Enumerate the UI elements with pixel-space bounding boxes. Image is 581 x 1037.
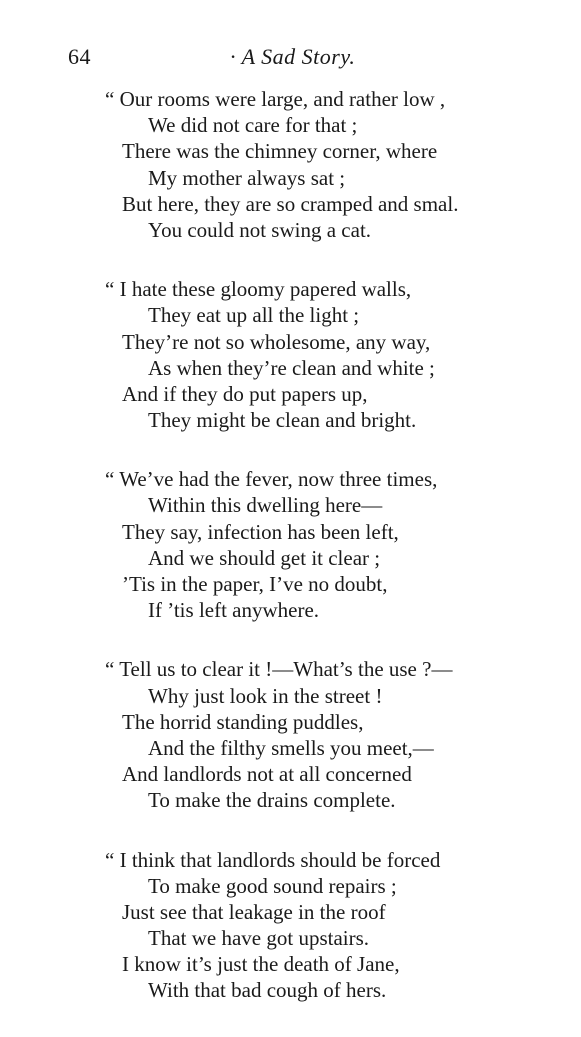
- poem-line: “ We’ve had the fever, now three times,: [105, 467, 438, 492]
- poem-line: That we have got upstairs.: [148, 926, 370, 951]
- poem-line: I know it’s just the death of Jane,: [122, 952, 400, 977]
- stanza: [0, 466, 581, 623]
- poem-line: The horrid standing puddles,: [122, 709, 364, 734]
- poem-line: Why just look in the street !: [148, 683, 383, 708]
- poem-line: Within this dwelling here—: [148, 493, 383, 518]
- poem-line: To make the drains complete.: [148, 788, 396, 813]
- page-number: 64: [68, 44, 91, 69]
- poem-line: And the filthy smells you meet,—: [148, 735, 434, 760]
- poem-line: “ I hate these gloomy papered walls,: [105, 277, 412, 302]
- poem-line: As when they’re clean and white ;: [148, 355, 435, 380]
- poem-line: They’re not so wholesome, any way,: [122, 329, 431, 354]
- stanza: [0, 847, 581, 1004]
- poem-line: ’Tis in the paper, I’ve no doubt,: [122, 572, 388, 596]
- poem-line: They might be clean and bright.: [148, 408, 417, 433]
- poem-line: They say, infection has been left,: [122, 519, 399, 544]
- poem-line: You could not swing a cat.: [148, 217, 372, 242]
- poem-line: “ Our rooms were large, and rather low ,: [105, 87, 446, 111]
- stanza: [0, 86, 581, 243]
- poem: [0, 86, 581, 1037]
- poem-line: Just see that leakage in the roof: [122, 899, 386, 924]
- poem-line: And landlords not at all concerned: [122, 762, 412, 787]
- running-title: · A Sad Story.: [230, 44, 356, 69]
- poem-line: But here, they are so cramped and smal.: [122, 191, 459, 216]
- poem-line: “ Tell us to clear it !—What’s the use ?—: [105, 657, 453, 682]
- poem-line: With that bad cough of hers.: [148, 978, 387, 1003]
- stanza: [0, 276, 581, 433]
- poem-line: My mother always sat ;: [148, 165, 346, 190]
- poem-line: “ I think that landlords should be forced: [105, 847, 441, 872]
- poem-line: And if they do put papers up,: [122, 381, 368, 406]
- poem-line: We did not care for that ;: [148, 113, 358, 138]
- poem-line: And we should get it clear ;: [148, 545, 381, 570]
- poem-line: To make good sound repairs ;: [148, 873, 397, 898]
- poem-line: They eat up all the light ;: [148, 303, 360, 328]
- poem-line: There was the chimney corner, where: [122, 139, 438, 164]
- stanza: [0, 656, 581, 813]
- poem-line: If ’tis left anywhere.: [148, 598, 320, 623]
